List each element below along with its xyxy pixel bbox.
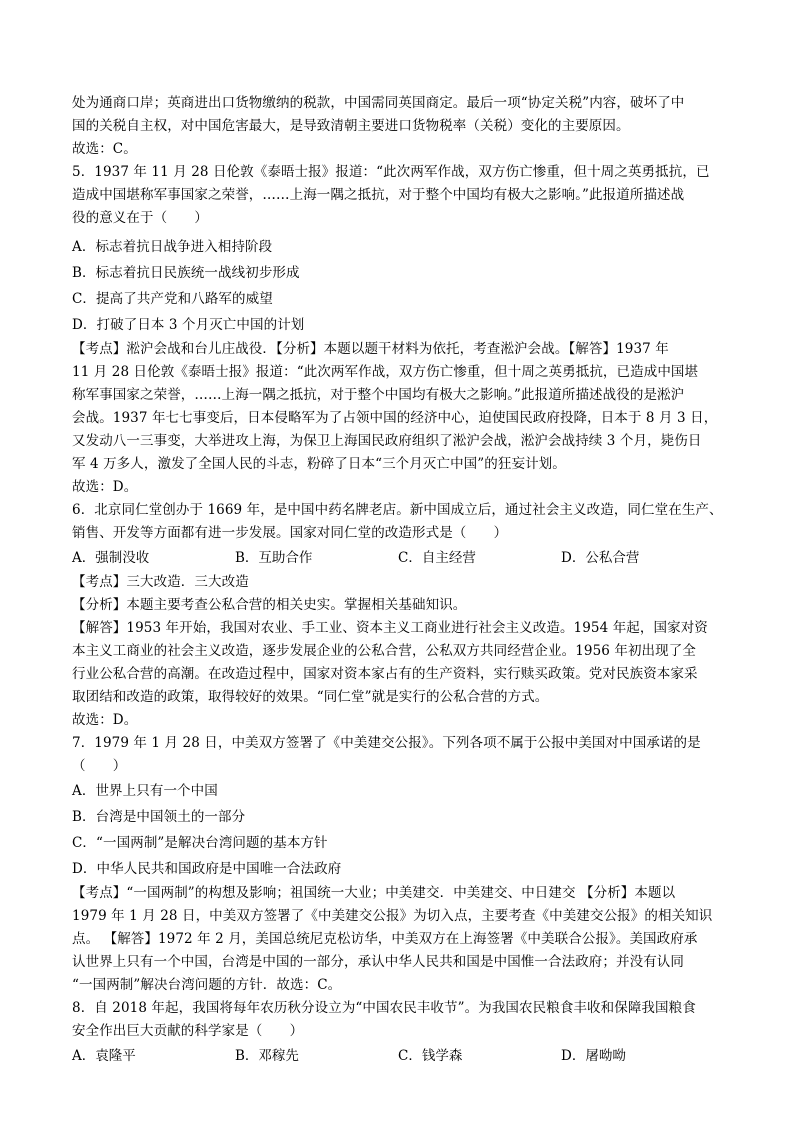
option-b: B．邓稼先	[235, 1048, 299, 1064]
question-5-stem: 5．1937 年 11 月 28 日伦敦《泰晤士报》报道：“此次两军作战，双方伤亡惨重，但十周之英勇抵抗，已	[72, 164, 710, 180]
analysis-line: 本主义工商业的社会主义改造，逐步发展企业的公私合营，公私双方共同经营企业。1956 年初出现了全	[72, 643, 696, 659]
question-6-options	[72, 545, 732, 571]
text-block-1	[72, 92, 732, 545]
text-block-2	[72, 571, 732, 1043]
analysis-line: 【解答】1953 年开始，我国对农业、手工业、资本主义工商业进行社会主义改造。1954 年起，国家对资	[72, 620, 708, 636]
analysis-line: 行业公私合营的高潮。在改造过程中，国家对资本家占有的生产资料，实行赎买政策。党对民族资本家采	[72, 666, 698, 682]
option-a: A．标志着抗日战争进入相持阶段	[72, 239, 273, 255]
analysis-line: 【考点】淞沪会战和台儿庄战役．【分析】本题以题干材料为依托，考查淞沪会战。【解答】1937 年	[72, 341, 669, 357]
analysis-line: 1979 年 1 月 28 日，中美双方签署了《中美建交公报》为切入点，主要考查《中美建交公报》的相关知识	[72, 908, 713, 924]
analysis-line: 点。 【解答】1972 年 2 月，美国总统尼克松访华，中美双方在上海签署《中美联合公报》。美国政府承	[72, 931, 698, 947]
question-8-options	[72, 1043, 732, 1069]
option-d: D．公私合营	[561, 550, 640, 566]
option-d: D．屠呦呦	[561, 1048, 626, 1064]
option-d: D．中华人民共和国政府是中国唯一合法政府	[72, 861, 342, 877]
analysis-line: 称军事国家之荣誉，……上海一隅之抵抗，对于整个中国均有极大之影响。”此报道所描述战役的是淞沪	[72, 387, 685, 403]
answer-line: 故选：D。	[72, 712, 138, 728]
option-c: C．自主经营	[398, 550, 476, 566]
question-6-stem: 6．北京同仁堂创办于 1669 年，是中国中药名牌老店。新中国成立后，通过社会主义改造，同仁堂在生产、	[72, 502, 723, 518]
option-a: A．袁隆平	[72, 1048, 136, 1064]
analysis-line: 11 月 28 日伦敦《泰晤士报》报道：“此次两军作战，双方伤亡惨重，但十周之英勇抵抗，已造成中国堪	[72, 364, 699, 380]
analysis-line: 【分析】本题主要考查公私合营的相关史实。掌握相关基础知识。	[72, 597, 467, 613]
option-d: D．打破了日本 3 个月灭亡中国的计划	[72, 317, 305, 333]
analysis-line: 【考点】“一国两制”的构想及影响；祖国统一大业；中美建交．中美建交、中日建交 【分析】本题以	[72, 885, 676, 901]
analysis-line: 【考点】三大改造．三大改造	[72, 574, 249, 590]
option-a: A．世界上只有一个中国	[72, 783, 218, 799]
question-7-stem: 7．1979 年 1 月 28 日，中美双方签署了《中美建交公报》。下列各项不属于公报中美国对中国承诺的是	[72, 735, 701, 751]
analysis-line: 认世界上只有一个中国，台湾是中国的一部分，承认中华人民共和国是中国惟一合法政府；并没有认同	[72, 954, 684, 970]
text-line: 国的关税自主权，对中国危害最大，是导致清朝主要进口货物税率（关税）变化的主要原因。	[72, 118, 630, 134]
analysis-line: 军 4 万多人，激发了全国人民的斗志，粉碎了日本“三个月灭亡中国”的狂妄计划。	[72, 456, 566, 472]
question-8-stem: 8．自 2018 年起，我国将每年农历秋分设立为“中国农民丰收节”。为我国农民粮食丰收和保障我国粮食	[72, 1000, 696, 1016]
answer-line: “一国两制”解决台湾问题的方针．故选：C。	[72, 977, 342, 993]
option-b: B．互助合作	[235, 550, 313, 566]
question-5-stem: 造成中国堪称军事国家之荣誉，……上海一隅之抵抗，对于整个中国均有极大之影响。”此报道所描述战	[72, 187, 685, 203]
option-c: C．钱学森	[398, 1048, 463, 1064]
option-c: C．“一国两制”是解决台湾问题的基本方针	[72, 835, 328, 851]
question-8-stem: 安全作出巨大贡献的科学家是（ ）	[72, 1023, 304, 1039]
answer-line: 故选：C。	[72, 141, 137, 157]
analysis-line: 取团结和改造的政策，取得较好的效果。“同仁堂”就是实行的公私合营的方式。	[72, 689, 549, 705]
analysis-line: 会战。1937 年七七事变后，日本侵略军为了占领中国的经济中心，迫使国民政府投降，日本于 8 月 3 日，	[72, 410, 718, 426]
question-6-stem: 销售、开发等方面都有进一步发展。国家对同仁堂的改造形式是（ ）	[72, 525, 508, 541]
question-5-stem: 役的意义在于（ ）	[72, 210, 208, 226]
analysis-line: 又发动八一三事变，大举进攻上海，为保卫上海国民政府组织了淞沪会战，淞沪会战持续 3 个月，毙伤日	[72, 433, 702, 449]
option-b: B．台湾是中国领土的一部分	[72, 809, 246, 825]
option-a: A．强制没收	[72, 550, 150, 566]
question-7-stem: （ ）	[72, 758, 127, 774]
option-b: B．标志着抗日民族统一战线初步形成	[72, 265, 300, 281]
option-c: C．提高了共产党和八路军的威望	[72, 291, 273, 307]
document-page	[72, 92, 732, 1069]
text-line: 处为通商口岸；英商进出口货物缴纳的税款，中国需同英国商定。最后一项“协定关税”内容，破坏了中	[72, 95, 685, 111]
answer-line: 故选：D。	[72, 479, 138, 495]
